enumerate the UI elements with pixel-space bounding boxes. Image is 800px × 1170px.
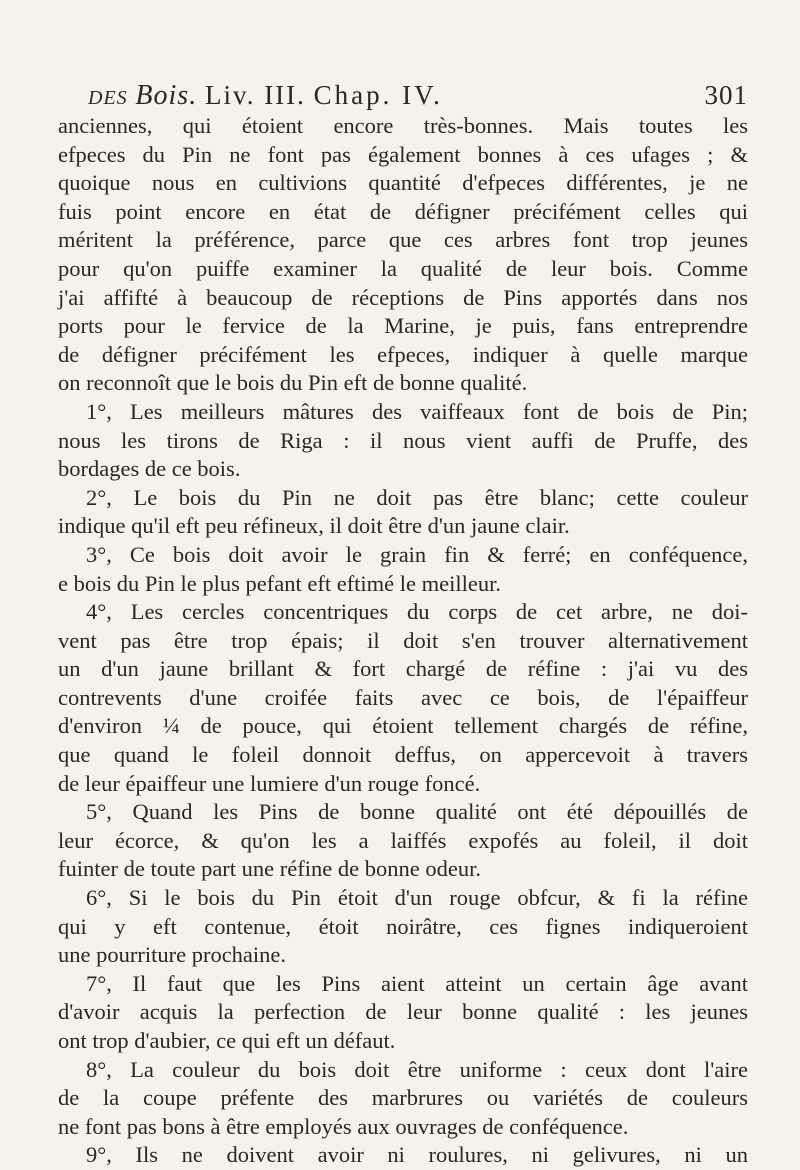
header-des: DES: [88, 87, 128, 109]
text-line: ne font pas bons à être employés aux ouvrages de conféquence.: [58, 1113, 629, 1139]
text-line: de leur épaiffeur une lumiere d'un rouge foncé.: [58, 770, 481, 796]
text-line: que quand le foleil donnoit deffus, on appercevoit à travers: [58, 742, 748, 768]
text-line: 8°, La couleur du bois doit être uniforme : ceux dont l'aire: [86, 1056, 748, 1082]
text-line: de défigner précifément les efpeces, indiquer à quelle marque: [58, 341, 748, 367]
text-line: on reconnoît que le bois du Pin eft de bonne qualité.: [58, 370, 528, 396]
text-line: ont trop d'aubier, ce qui eft un défaut.: [58, 1028, 396, 1053]
text-line: 6°, Si le bois du Pin étoit d'un rouge obfcur, & fi la réfine: [86, 885, 748, 911]
text-line: 7°, Il faut que les Pins aient atteint un certain âge avant: [86, 970, 748, 996]
header-bois: Bois.: [135, 80, 198, 111]
text-line: 5°, Quand les Pins de bonne qualité ont été dépouillés de: [86, 799, 748, 825]
text-line: pour qu'on puiffe examiner la qualité de leur bois. Comme: [58, 255, 748, 281]
body-text: [58, 112, 748, 1170]
text-line: 4°, Les cercles concentriques du corps de cet arbre, ne doi-: [86, 599, 748, 625]
text-line: contrevents d'une croifée faits avec ce bois, de l'épaiffeur: [58, 684, 748, 710]
text-line: un d'un jaune brillant & fort chargé de réfine : j'ai vu des: [58, 656, 748, 682]
text-line: quoique nous en cultivions quantité d'efpeces différentes, je ne: [58, 170, 748, 196]
text-line: fuis point encore en état de défigner précifément celles qui: [58, 198, 748, 224]
text-line: vent pas être trop épais; il doit s'en trouver alternativement: [58, 627, 748, 653]
header-chap: Chap. IV.: [313, 80, 443, 110]
text-line: 2°, Le bois du Pin ne doit pas être blanc; cette couleur: [86, 484, 748, 510]
text-line: de la coupe préfente des marbrures ou variétés de couleurs: [58, 1085, 748, 1111]
text-line: d'environ ¼ de pouce, qui étoient tellement chargés de réfine,: [58, 713, 748, 739]
text-line: méritent la préférence, parce que ces arbres font trop jeunes: [58, 227, 748, 253]
text-line: efpeces du Pin ne font pas également bonnes à ces ufages ; &: [58, 141, 748, 167]
text-line: leur écorce, & qu'on les a laiffés expofés au foleil, il doit: [58, 827, 748, 853]
text-line: une pourriture prochaine.: [58, 942, 287, 968]
text-line: ports pour le fervice de la Marine, je puis, fans entreprendre: [58, 313, 748, 339]
text-line: bordages de ce bois.: [58, 456, 241, 482]
text-line: indique qu'il eft peu réfineux, il doit être d'un jaune clair.: [58, 513, 570, 539]
text-line: e bois du Pin le plus pefant eft eftimé le meilleur.: [58, 570, 502, 596]
running-title: [88, 80, 443, 112]
text-line: fuinter de toute part une réfine de bonne odeur.: [58, 856, 481, 882]
text-line: qui y eft contenue, étoit noirâtre, ces fignes indiqueroient: [58, 913, 748, 939]
text-line: j'ai affifté à beaucoup de réceptions de Pins apportés dans nos: [58, 284, 748, 310]
text-line: 1°, Les meilleurs mâtures des vaiffeaux font de bois de Pin;: [86, 398, 748, 424]
text-line: nous les tirons de Riga : il nous vient auffi de Pruffe, des: [58, 427, 748, 453]
text-line: anciennes, qui étoient encore très-bonnes. Mais toutes les: [58, 113, 748, 138]
running-header: [88, 80, 748, 112]
text-line: 9°, Ils ne doivent avoir ni roulures, ni gelivures, ni un: [86, 1142, 748, 1168]
header-liv: Liv. III.: [204, 80, 306, 110]
text-line: d'avoir acquis la perfection de leur bonne qualité : les jeunes: [58, 999, 748, 1025]
text-line: 3°, Ce bois doit avoir le grain fin & ferré; en conféquence,: [86, 541, 748, 567]
page-number: 301: [704, 80, 748, 110]
